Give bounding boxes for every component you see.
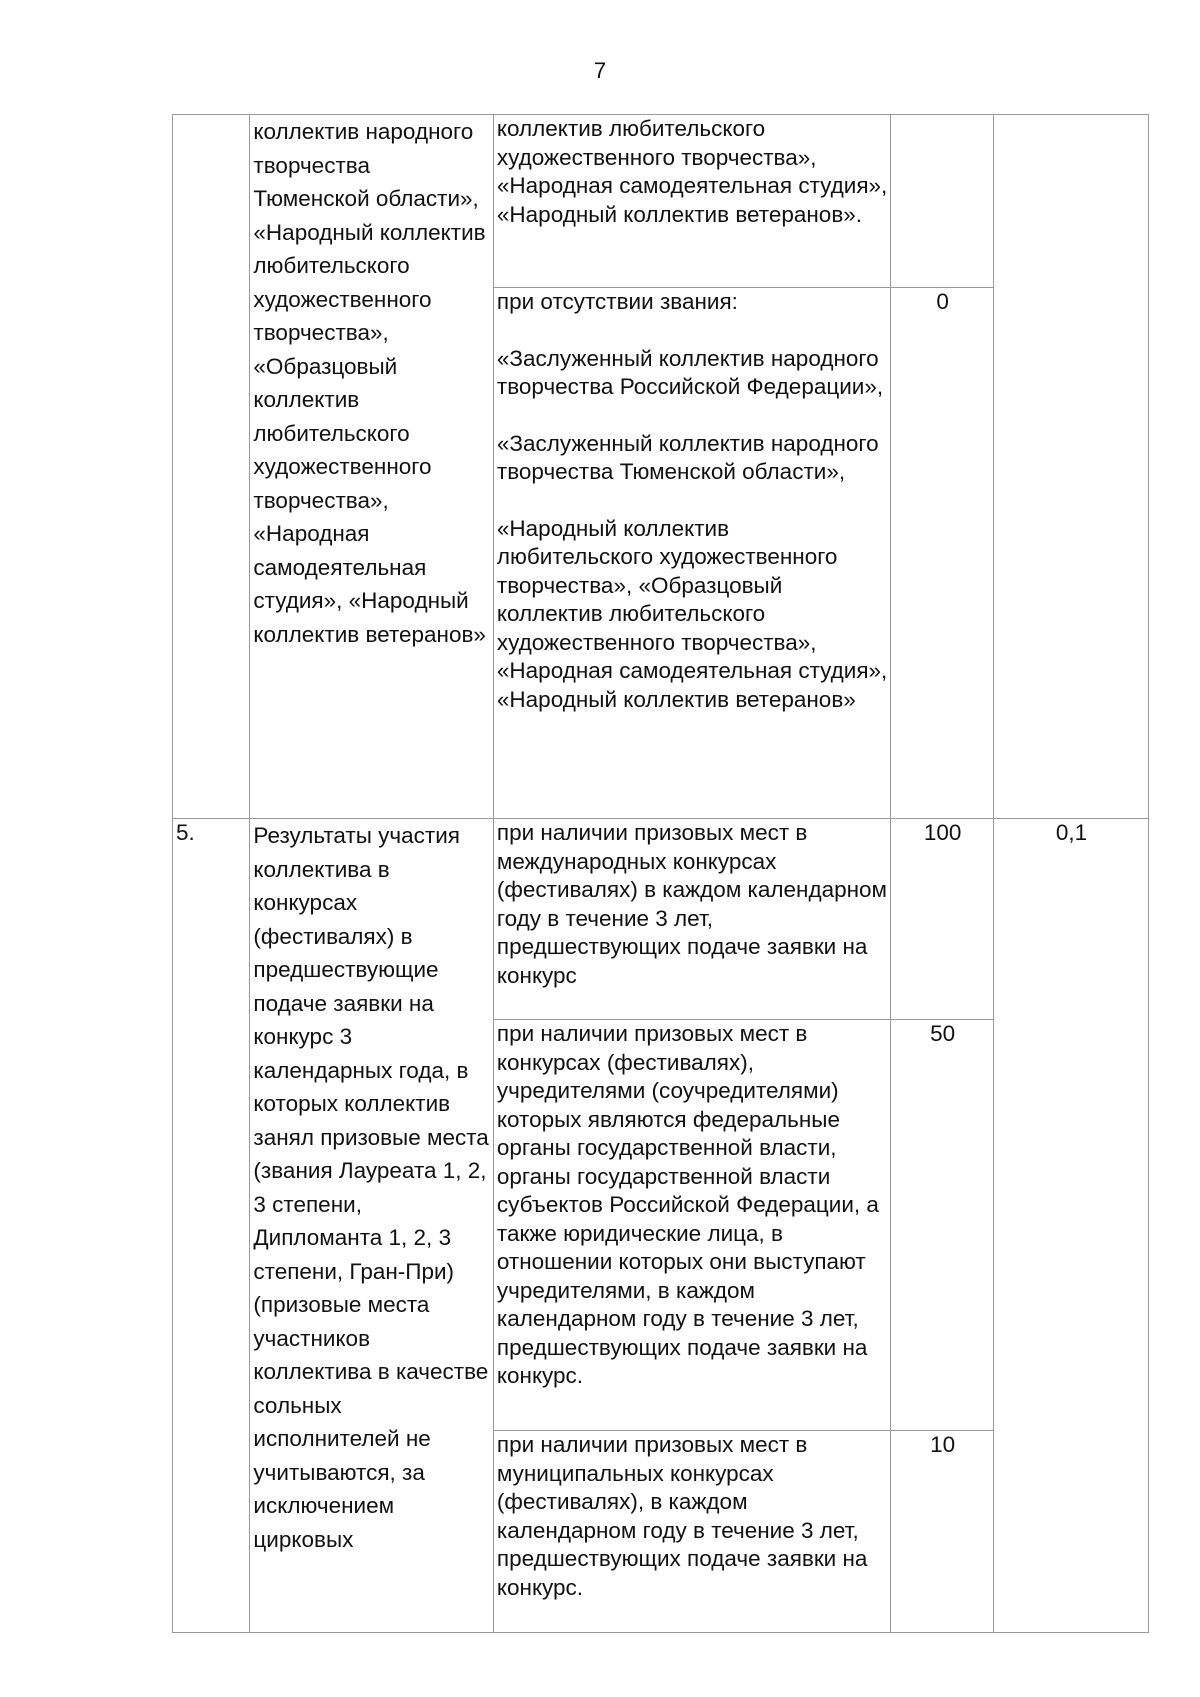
criteria-table <box>172 114 1149 1633</box>
page-number: 7 <box>593 58 607 83</box>
score-cell: 100 <box>891 819 994 1020</box>
score-cell: 50 <box>891 1020 994 1431</box>
criterion-text: Результаты участия коллектива в конкурсах (фестивалях) в предшествующие подаче заявки на конкурс 3 календарных года, в которых коллектив занял призовые места (звания Лауреата 1, 2, 3 степени, Дипломанта 1, 2, 3 степени, Гран-При) (призовые места участников коллектива в качестве сольных исполнителей не учитываются, за исключением цирковых <box>253 823 489 1552</box>
description-cell <box>493 1431 890 1633</box>
description-cell <box>493 115 890 288</box>
table-row <box>173 819 1149 1020</box>
description-cell <box>493 1020 890 1431</box>
coefficient-cell: 0,1 <box>994 819 1149 1633</box>
row-number-cell: 5. <box>173 819 250 1633</box>
criterion-text: коллектив народного творчества Тюменской области», «Народный коллектив любительского художественного творчества», «Образцовый коллектив любительского художественного творчества», «Народная самодеятельная студия», «Народный коллектив ветеранов» <box>253 119 486 647</box>
description-paragraph: «Народный коллектив любительского художественного творчества», «Образцовый коллектив любительского художественного творчества», «Народная самодеятельная студия», «Народный коллектив ветеранов» <box>496 515 888 712</box>
description-text: при наличии призовых мест в международных конкурсах (фестивалях) в каждом календарном году в течение 3 лет, предшествующих подаче заявки на конкурс <box>496 820 888 988</box>
description-text: при наличии призовых мест в муниципальных конкурсах (фестивалях), в каждом календарном году в течение 3 лет, предшествующих подаче заявки на конкурс. <box>496 1432 868 1600</box>
table-row <box>173 115 1149 288</box>
criterion-cell <box>250 115 493 819</box>
description-cell <box>493 288 890 819</box>
score-cell: 0 <box>891 288 994 819</box>
description-text: коллектив любительского художественного творчества», «Народная самодеятельная студия», «Народный коллектив ветеранов». <box>496 116 888 227</box>
score-cell <box>891 115 994 288</box>
score-cell: 10 <box>891 1431 994 1633</box>
row-number-cell <box>173 115 250 819</box>
criterion-cell <box>250 819 493 1633</box>
description-cell <box>493 819 890 1020</box>
coefficient-cell <box>994 115 1149 819</box>
description-paragraph: при отсутствии звания: <box>496 289 738 314</box>
description-paragraph: «Заслуженный коллектив народного творчества Российской Федерации», <box>496 345 884 399</box>
description-paragraph: «Заслуженный коллектив народного творчества Тюменской области», <box>496 430 879 484</box>
description-text: при наличии призовых мест в конкурсах (фестивалях), учредителями (соучредителями) которых являются федеральные органы государственной власти, органы государственной власти субъектов Российской Федерации, а также юридические лица, в отношении которых они выступают учредителями, в каждом календарном году в течение 3 лет, предшествующих подаче заявки на конкурс. <box>496 1021 879 1388</box>
